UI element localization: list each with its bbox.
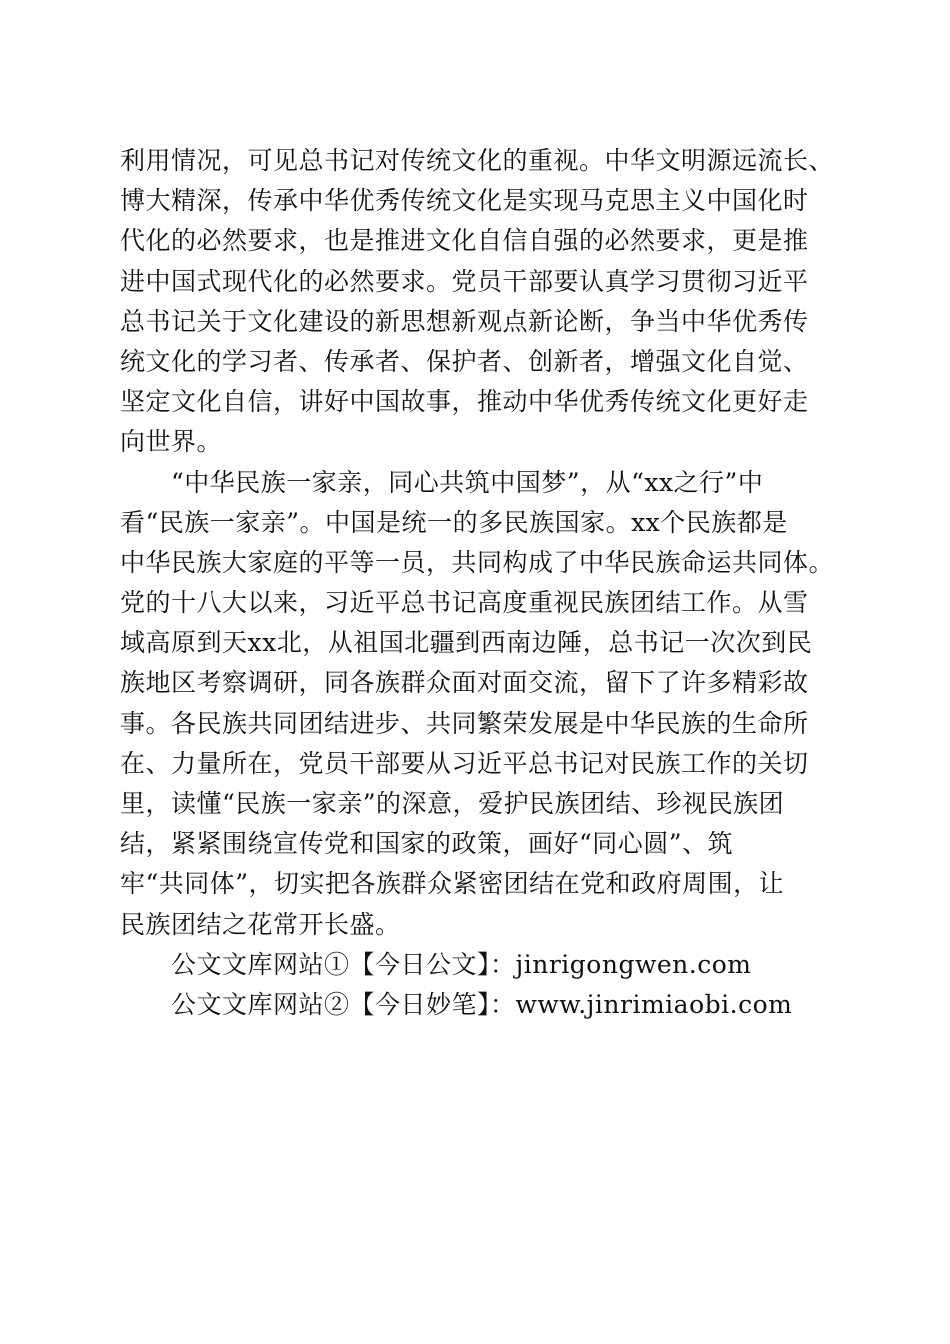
text-line: 牢“共同体”，切实把各族群众紧密团结在党和政府周围，让	[120, 869, 785, 899]
paragraph-1	[120, 141, 835, 463]
site-link-1[interactable]: 公文文库网站①【今日公文】：jinrigongwen.com	[171, 949, 752, 979]
text-line: 域高原到天xx北，从祖国北疆到西南边陲，总书记一次次到民	[120, 628, 813, 658]
site-link-2[interactable]: 公文文库网站②【今日妙笔】：www.jinrimiaobi.com	[171, 989, 793, 1019]
text-line: 族地区考察调研，同各族群众面对面交流，留下了许多精彩故	[120, 668, 809, 698]
text-line: 向世界。	[120, 427, 223, 457]
text-line: 总书记关于文化建设的新思想新观点新论断，争当中华优秀传	[120, 306, 809, 336]
text-line: 结，紧紧围绕宣传党和国家的政策，画好“同心圆”、筑	[120, 829, 734, 859]
text-line: 在、力量所在，党员干部要从习近平总书记对民族工作的关切	[120, 748, 809, 778]
text-line: 中华民族大家庭的平等一员，共同构成了中华民族命运共同体。	[120, 547, 835, 577]
text-line: 博大精深，传承中华优秀传统文化是实现马克思主义中国化时	[120, 186, 809, 216]
text-line: 利用情况，可见总书记对传统文化的重视。中华文明源远流长、	[120, 146, 835, 175]
paragraph-2	[120, 463, 835, 945]
text-line: “中华民族一家亲，同心共筑中国梦”，从“xx之行”中	[171, 467, 764, 497]
text-line: 统文化的学习者、传承者、保护者、创新者，增强文化自觉、	[120, 346, 809, 376]
text-line: 民族团结之花常开长盛。	[120, 909, 401, 939]
text-line: 里，读懂“民族一家亲”的深意，爱护民族团结、珍视民族团	[120, 789, 785, 818]
footer-links	[120, 945, 835, 1025]
text-line: 坚定文化自信，讲好中国故事，推动中华优秀传统文化更好走	[120, 387, 809, 417]
document-page	[120, 141, 835, 1025]
text-line: 事。各民族共同团结进步、共同繁荣发展是中华民族的生命所	[120, 708, 809, 738]
text-line: 看“民族一家亲”。中国是统一的多民族国家。xx个民族都是	[120, 507, 788, 537]
text-line: 代化的必然要求，也是推进文化自信自强的必然要求，更是推	[120, 226, 809, 256]
text-line: 党的十八大以来，习近平总书记高度重视民族团结工作。从雪	[120, 588, 809, 618]
text-line: 进中国式现代化的必然要求。党员干部要认真学习贯彻习近平	[120, 266, 809, 296]
